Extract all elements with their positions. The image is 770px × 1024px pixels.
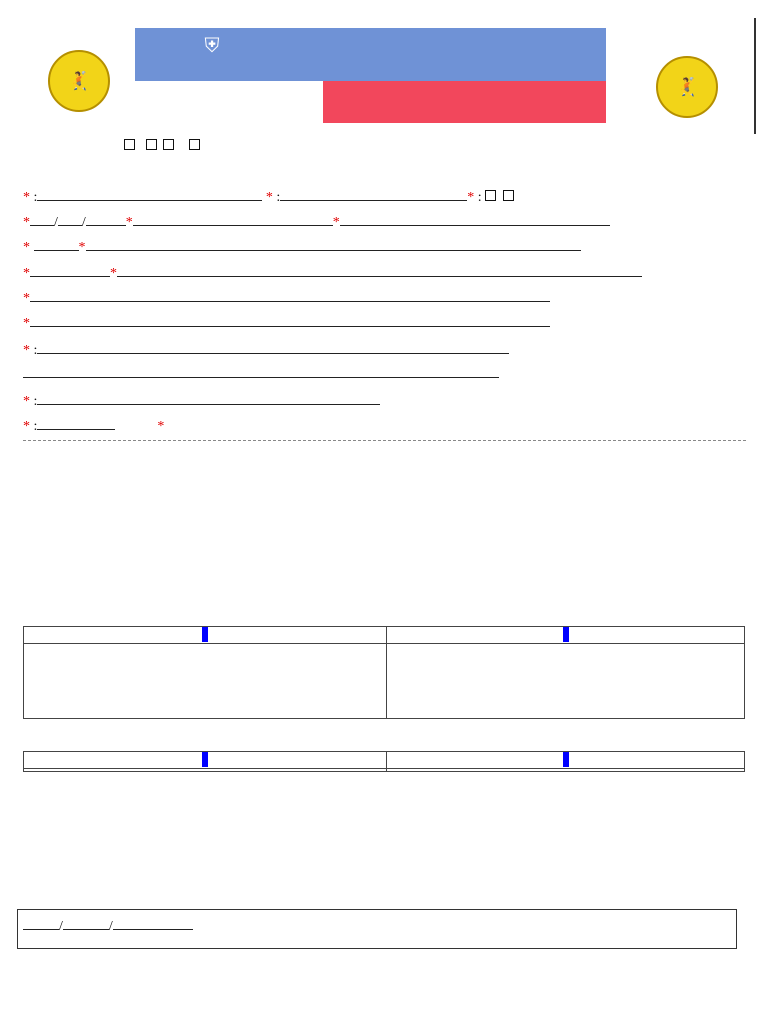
birth-day-field[interactable] (30, 212, 54, 226)
commune-field[interactable] (117, 263, 642, 277)
street-field[interactable] (86, 237, 581, 251)
club-logo-left: 🤾 (48, 50, 110, 112)
row-adresse: * * (23, 237, 581, 256)
section1-table (23, 626, 745, 719)
fille-checkbox[interactable] (485, 190, 496, 201)
info-text (23, 474, 748, 528)
nom-field[interactable] (37, 187, 262, 201)
date-month-field[interactable] (63, 916, 109, 930)
mail-1-domain-field[interactable] (287, 340, 509, 354)
form-divider (23, 440, 746, 441)
section1-col-renouvellement (202, 627, 208, 642)
renouvellement-checkbox[interactable] (189, 139, 200, 150)
departement-field[interactable] (340, 212, 610, 226)
taille-field[interactable] (37, 416, 115, 430)
mail-1-user-field[interactable] (37, 340, 287, 354)
ffhandball-logo (172, 33, 252, 77)
club-logo-right: 🤾 (656, 56, 718, 118)
section2-col-creation (563, 752, 569, 767)
row-taille: * : * (23, 416, 164, 435)
row-profession-2: * (23, 313, 550, 332)
birth-year-field[interactable] (86, 212, 126, 226)
section1-creation-list (387, 644, 745, 719)
date-year-field[interactable] (113, 916, 193, 930)
section2-renouvellement-list (24, 769, 387, 772)
ffhandball-icon: ⛨ (204, 35, 220, 57)
mail-2-domain-field[interactable] (277, 364, 499, 378)
signature-row: / / (23, 916, 193, 935)
row-telephone: * : (23, 391, 380, 410)
row-profession-1: * (23, 288, 550, 307)
cp-field[interactable] (30, 263, 110, 277)
street-number-field[interactable] (34, 237, 79, 251)
birth-place-field[interactable] (133, 212, 333, 226)
row-mail-1: * : (23, 340, 509, 359)
row-naissance: * / / * * (23, 212, 610, 231)
doc-title-banner (323, 81, 606, 123)
section1-renouvellement-list (24, 644, 387, 719)
row-mail-2 (23, 364, 499, 383)
section1-col-creation (563, 627, 569, 642)
telephone-1-field[interactable] (37, 391, 202, 405)
section2-creation-list (387, 769, 745, 772)
row-nom: * : * : * : (23, 187, 517, 206)
mail-2-user-field[interactable] (23, 364, 277, 378)
profession-2-field[interactable] (30, 313, 550, 327)
section2-col-renouvellement (202, 752, 208, 767)
row-cp: * * (23, 263, 642, 282)
dirigeant-checkbox[interactable] (146, 139, 157, 150)
prenom-field[interactable] (280, 187, 467, 201)
garcon-checkbox[interactable] (503, 190, 514, 201)
creation-checkbox[interactable] (163, 139, 174, 150)
profession-1-field[interactable] (30, 288, 550, 302)
birth-month-field[interactable] (58, 212, 82, 226)
date-day-field[interactable] (23, 916, 59, 930)
section2-table (23, 751, 745, 772)
telephone-2-field[interactable] (202, 391, 380, 405)
joueur-checkbox[interactable] (124, 139, 135, 150)
page-edge-line (754, 18, 756, 134)
options-row (124, 138, 203, 155)
